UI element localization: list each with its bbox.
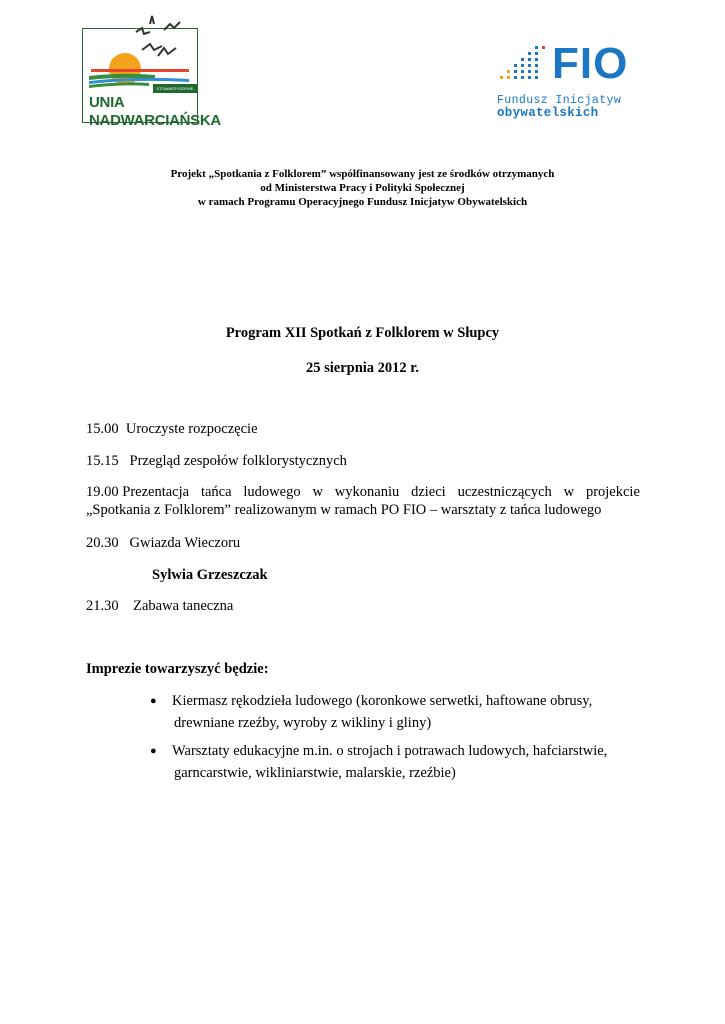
fio-subtitle-line2: obywatelskich: [497, 106, 599, 120]
logo-tag: STOWARZYSZENIE: [153, 84, 197, 93]
schedule-text: Uroczyste rozpoczęcie: [125, 421, 258, 437]
schedule-item: [86, 534, 240, 552]
star-performer: Sylwia Grzeszczak: [152, 567, 268, 583]
funding-note-line: od Ministerstwa Pracy i Polityki Społecznej: [260, 182, 465, 194]
schedule-time: 15.15: [86, 453, 119, 469]
list-item-line1: Kiermasz rękodzieła ludowego (koronkowe serwetki, haftowane obrusy,: [172, 693, 593, 709]
word: tańca: [200, 484, 232, 500]
logo-title-line1: UNIA: [89, 94, 125, 111]
schedule-item: [86, 483, 640, 519]
schedule-text: Przegląd zespołów folklorystycznych: [129, 453, 347, 469]
schedule-item: [86, 597, 233, 615]
bullet-icon: ●: [150, 745, 157, 757]
schedule-item: [86, 420, 258, 438]
schedule-text: Zabawa taneczna: [133, 598, 234, 614]
bullet-icon: ●: [150, 695, 157, 707]
word: w: [563, 484, 575, 500]
accompany-heading: Imprezie towarzyszyć będzie:: [86, 661, 269, 677]
word: Prezentacja: [122, 484, 190, 500]
word: w: [312, 484, 323, 500]
schedule-text-line1: [86, 483, 640, 501]
fio-wordmark: FIO: [552, 39, 629, 88]
list-item-line2: drewniane rzeźby, wyroby z wikliny i gliny): [174, 715, 432, 731]
program-title: Program XII Spotkań z Folklorem w Słupcy: [225, 325, 500, 341]
word: wykonaniu: [334, 484, 400, 500]
list-item-line2: garncarstwie, wikliniarstwie, malarskie, rzeźbie): [174, 765, 456, 781]
schedule-time: 19.00: [86, 484, 119, 500]
schedule-time: 20.30: [86, 535, 119, 551]
list-item-line1: Warsztaty edukacyjne m.in. o strojach i potrawach ludowych, hafciarstwie,: [172, 743, 608, 759]
schedule-item: [86, 452, 347, 470]
fio-logo: [495, 39, 640, 122]
funding-note-line: w ramach Programu Operacyjnego Fundusz Inicjatyw Obywatelskich: [197, 196, 528, 208]
logo-title-line2: NADWARCIAŃSKA: [89, 112, 221, 129]
word: ludowego: [243, 484, 301, 500]
schedule-text: Gwiazda Wieczoru: [129, 535, 241, 551]
dots-icon: [495, 42, 551, 86]
word: projekcie: [585, 484, 640, 500]
word: uczestniczących: [457, 484, 552, 500]
schedule-time: 21.30: [86, 598, 119, 614]
funding-note: [0, 167, 725, 209]
program-date: 25 sierpnia 2012 r.: [305, 360, 420, 376]
schedule-time: 15.00: [86, 421, 119, 437]
unia-nadwarcianska-logo: [82, 14, 221, 129]
funding-note-line: Projekt „Spotkania z Folklorem” współfinansowany jest ze środków otrzymanych: [170, 168, 555, 180]
birds-icon: [82, 14, 198, 64]
schedule-text-line2: „Spotkania z Folklorem” realizowanym w ramach PO FIO – warsztaty z tańca ludowego: [86, 502, 602, 518]
fio-subtitle-line1: Fundusz Inicjatyw: [497, 94, 622, 107]
word: dzieci: [411, 484, 446, 500]
